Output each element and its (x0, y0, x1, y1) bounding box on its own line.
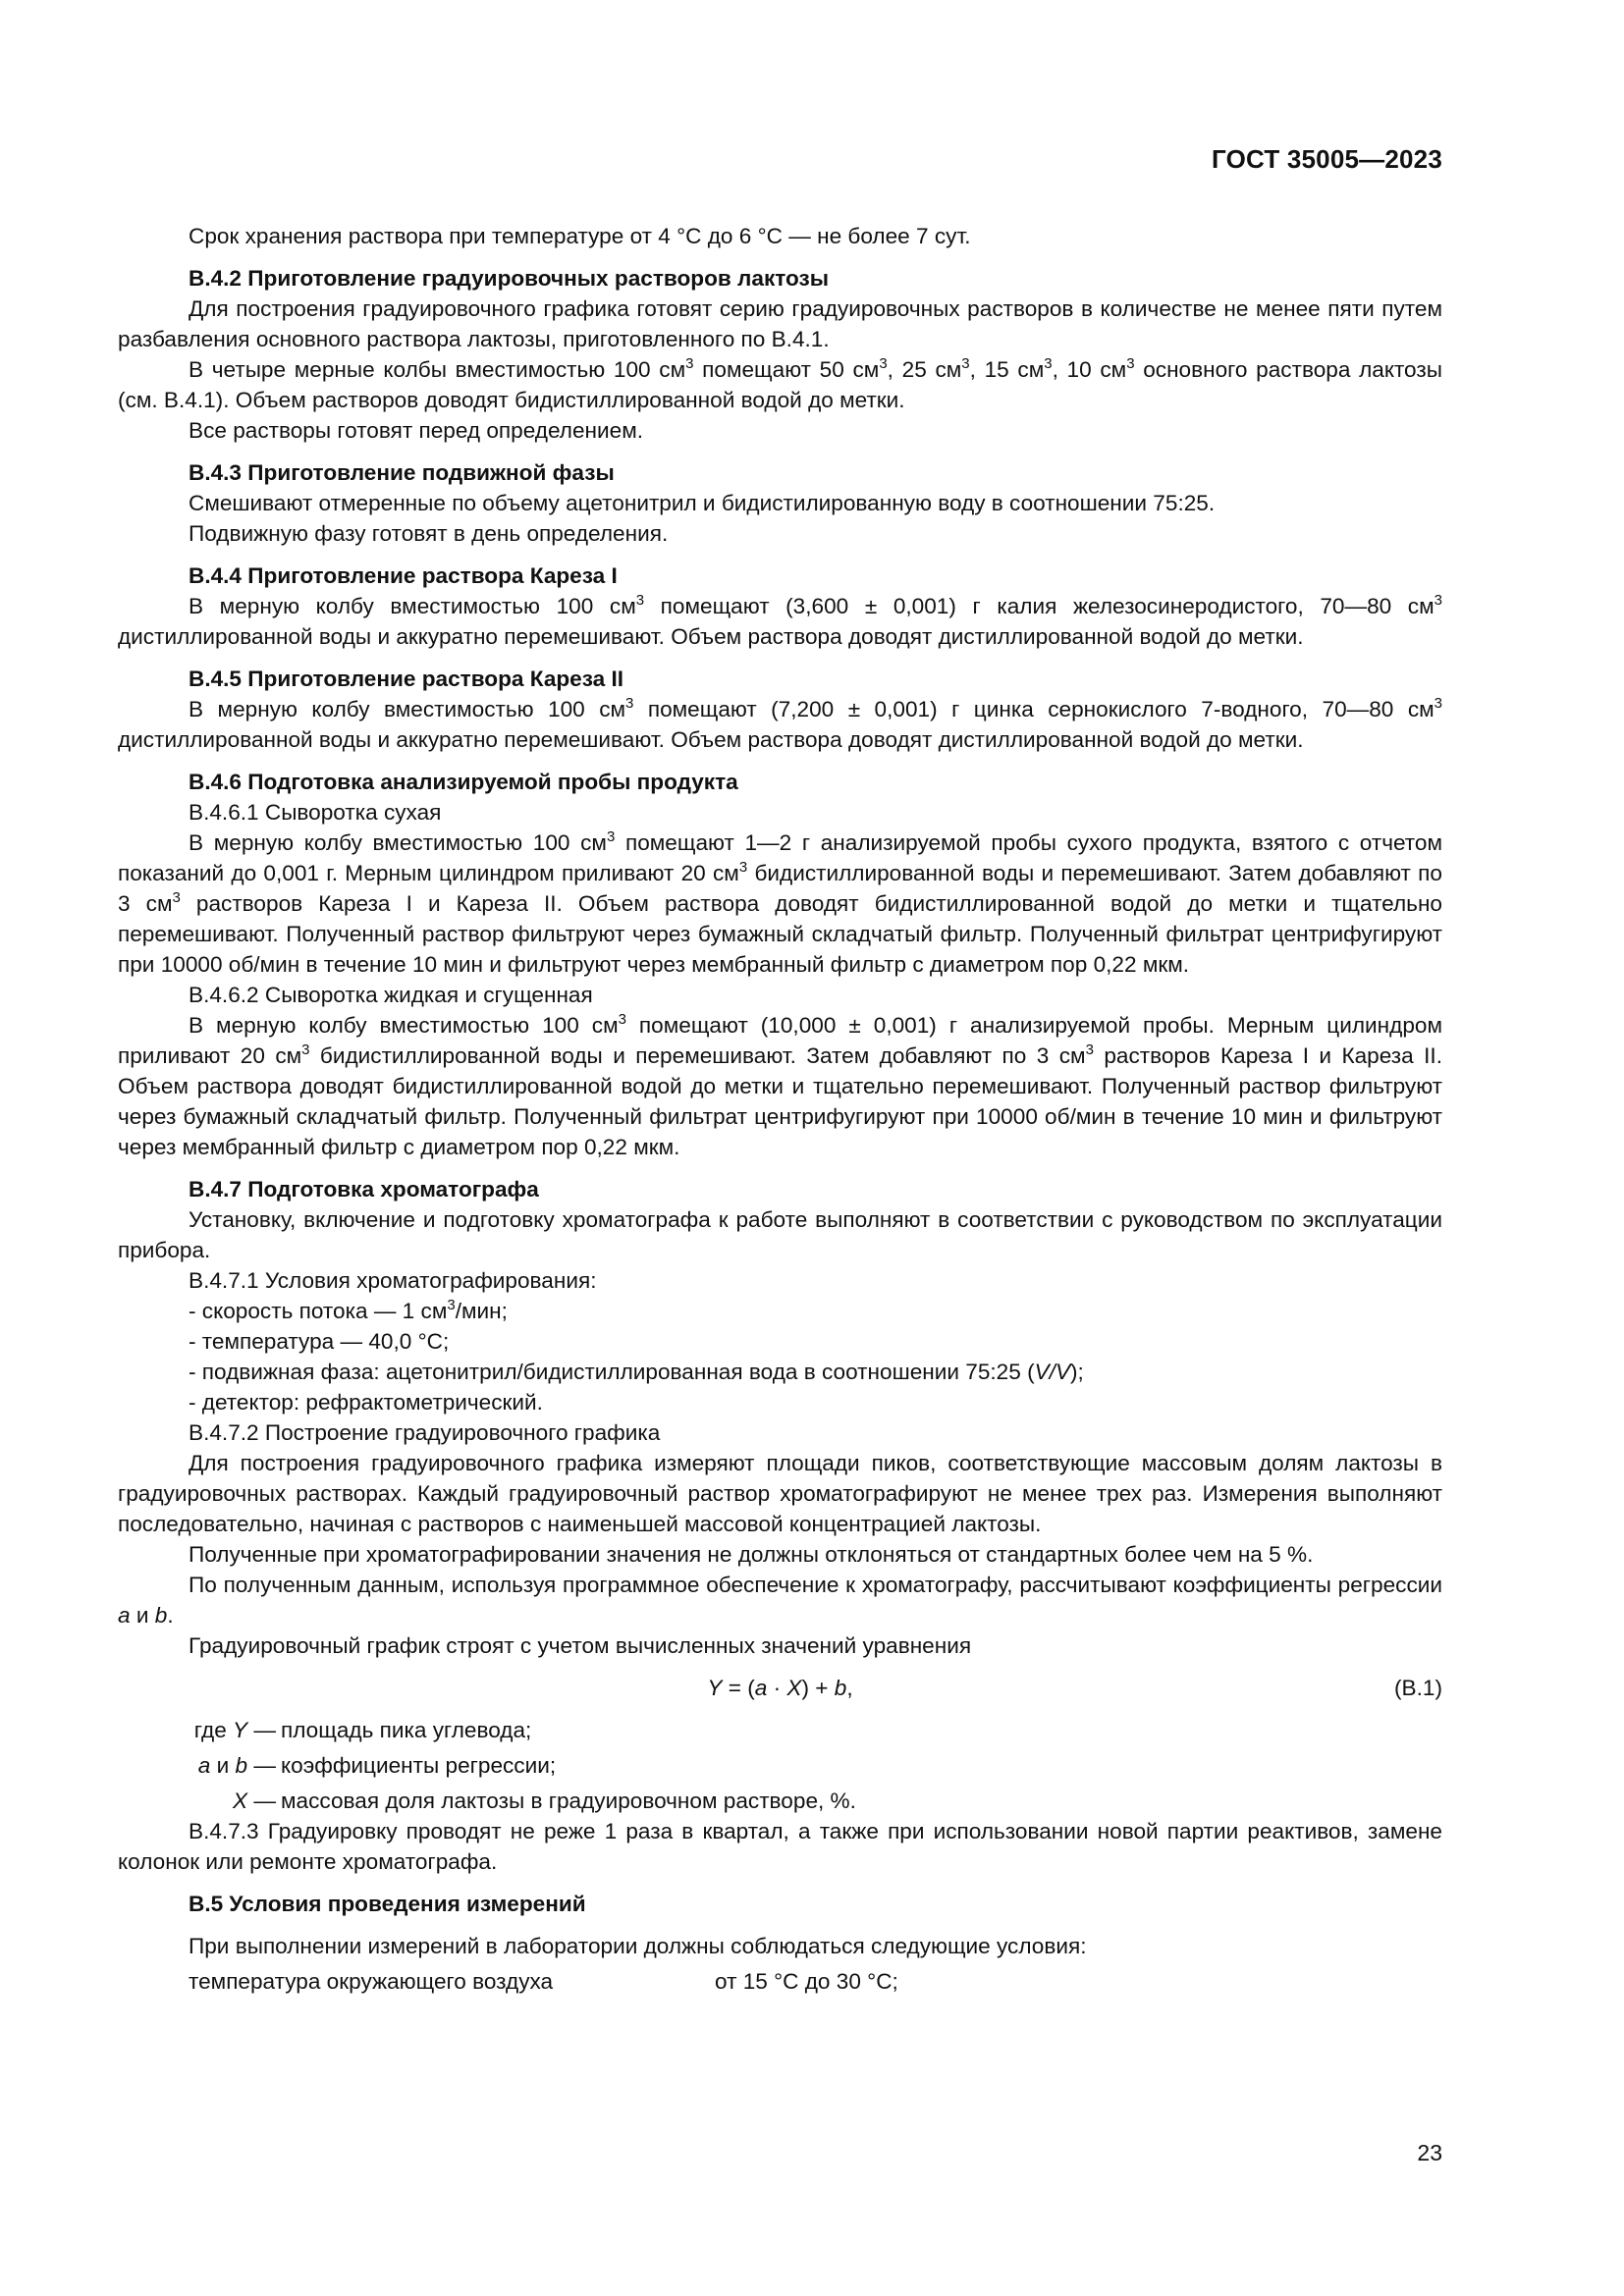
equation-body: Y = (a · X) + b, (707, 1676, 853, 1700)
section-heading-b46: В.4.6 Подготовка анализируемой пробы продукта (189, 770, 738, 794)
paragraph: Подвижную фазу готовят в день определения. (189, 521, 669, 546)
equation-number: (В.1) (1394, 1676, 1442, 1700)
list-item: - детектор: рефрактометрический. (189, 1390, 543, 1415)
paragraph: В мерную колбу вместимостью 100 $см^3$ помещают 1—2 г анализируемой пробы сухого продукта, взятого с отчетом показаний до 0,001 г. Мерным цилиндром приливают 20 $см^3$ бидистиллированной воды и перемешивают. Затем добавляют по 3 $см^3$ растворов Кареза I и Кареза II. Объем раствора доводят бидистиллированной водой до метки и тщательно перемешивают. Полученный раствор фильтруют через бумажный складчатый фильтр. Полученный фильтрат центрифугируют при 10000 об/мин в течение 10 мин и фильтруют через мембранный фильтр с диаметром пор 0,22 мкм. (118, 828, 1442, 977)
section-heading-b5: В.5 Условия проведения измерений (189, 1892, 586, 1916)
paragraph: Полученные при хроматографировании значения не должны отклоняться от стандартных более чем на 5 %. (189, 1542, 1314, 1567)
where-definition: массовая доля лактозы в градуировочном растворе, %. (281, 1789, 856, 1813)
standard-designation: ГОСТ 35005—2023 (1212, 144, 1442, 174)
paragraph: По полученным данным, используя программное обеспечение к хроматографу, рассчитывают коэффициенты регрессии a и b. (118, 1573, 1442, 1628)
paragraph: В.4.7.3 Градуировку проводят не реже 1 раза в квартал, а также при использовании новой партии реактивов, замене колонок или ремонте хроматографа. (118, 1819, 1442, 1874)
subsection-heading: В.4.7.1 Условия хроматографирования: (189, 1268, 597, 1293)
subsection-heading: В.4.7.2 Построение градуировочного графика (189, 1420, 661, 1445)
page-number: 23 (1417, 2140, 1442, 2165)
paragraph: Для построения градуировочного графика готовят серию градуировочных растворов в количестве не менее пяти путем разбавления основного раствора лактозы, приготовленного по В.4.1. (118, 296, 1442, 351)
where-definition: коэффициенты регрессии; (281, 1753, 557, 1778)
paragraph: Для построения градуировочного графика измеряют площади пиков, соответствующие массовым долям лактозы в градуировочных растворах. Каждый градуировочный раствор хроматографируют не менее трех раз. Измерения выполняют последовательно, начиная с растворов с наименьшей массовой концентрацией лактозы. (118, 1451, 1442, 1536)
subsection-heading: В.4.6.2 Сыворотка жидкая и сгущенная (189, 983, 593, 1007)
list-item: - скорость потока — 1 $см^3$/мин; (189, 1297, 508, 1323)
storage-note: Срок хранения раствора при температуре от 4 °С до 6 °С — не более 7 сут. (189, 224, 971, 248)
section-heading-b47: В.4.7 Подготовка хроматографа (189, 1177, 539, 1201)
section-heading-b43: В.4.3 Приготовление подвижной фазы (189, 460, 615, 485)
section-heading-b44: В.4.4 Приготовление раствора Кареза I (189, 563, 618, 588)
paragraph: В четыре мерные колбы вместимостью 100 $см^3$ помещают 50 $см^3$, 25 $см^3$, 15 $см^3$, 10 $см^3$ основного раствора лактозы (см. В.4.1). Объем растворов доводят бидистиллированной водой до метки. (118, 355, 1442, 412)
condition-row (118, 1966, 1442, 1997)
where-row (118, 1786, 1442, 1816)
where-term: где Y — (193, 1718, 276, 1742)
paragraph: При выполнении измерений в лаборатории должны соблюдаться следующие условия: (189, 1934, 1087, 1958)
where-definition: площадь пика углевода; (281, 1718, 532, 1742)
where-row (118, 1715, 1442, 1745)
section-heading-b45: В.4.5 Приготовление раствора Кареза II (189, 667, 624, 691)
list-item: - температура — 40,0 °С; (189, 1329, 450, 1354)
list-item: - подвижная фаза: ацетонитрил/бидистиллированная вода в соотношении 75:25 (V/V); (189, 1360, 1084, 1384)
where-row (118, 1750, 1442, 1781)
paragraph: В мерную колбу вместимостью 100 $см^3$ помещают (10,000 ± 0,001) г анализируемой пробы. Мерным цилиндром приливают 20 $см^3$ бидистиллированной воды и перемешивают. Затем добавляют по 3 $см^3$ растворов Кареза I и Кареза II. Объем раствора доводят бидистиллированной водой до метки и тщательно перемешивают. Полученный раствор фильтруют через бумажный складчатый фильтр. Полученный фильтрат центрифугируют при 10000 об/мин в течение 10 мин и фильтруют через мембранный фильтр с диаметром пор 0,22 мкм. (118, 1011, 1442, 1159)
page-content (118, 221, 1442, 1997)
section-heading-b42: В.4.2 Приготовление градуировочных растворов лактозы (189, 266, 830, 291)
paragraph: Установку, включение и подготовку хроматографа к работе выполняют в соответствии с руководством по эксплуатации прибора. (118, 1207, 1442, 1262)
equation-b1 (118, 1673, 1442, 1703)
paragraph: Все растворы готовят перед определением. (189, 418, 644, 443)
paragraph: Смешивают отмеренные по объему ацетонитрил и бидистилированную воду в соотношении 75:25. (189, 491, 1216, 515)
where-term: a и b — (197, 1753, 276, 1778)
condition-name: температура окружающего воздуха (189, 1969, 554, 1994)
paragraph: В мерную колбу вместимостью 100 $см^3$ помещают (3,600 ± 0,001) г калия железосинеродистого, 70—80 $см^3$ дистиллированной воды и аккуратно перемешивают. Объем раствора доводят дистиллированной водой до метки. (118, 592, 1442, 649)
where-term: X — (233, 1789, 276, 1813)
paragraph: В мерную колбу вместимостью 100 $см^3$ помещают (7,200 ± 0,001) г цинка сернокислого 7-водного, 70—80 $см^3$ дистиллированной воды и аккуратно перемешивают. Объем раствора доводят дистиллированной водой до метки. (118, 695, 1442, 752)
paragraph: Градуировочный график строят с учетом вычисленных значений уравнения (189, 1633, 972, 1658)
condition-value: от 15 °С до 30 °С; (715, 1969, 898, 1994)
subsection-heading: В.4.6.1 Сыворотка сухая (189, 800, 442, 825)
